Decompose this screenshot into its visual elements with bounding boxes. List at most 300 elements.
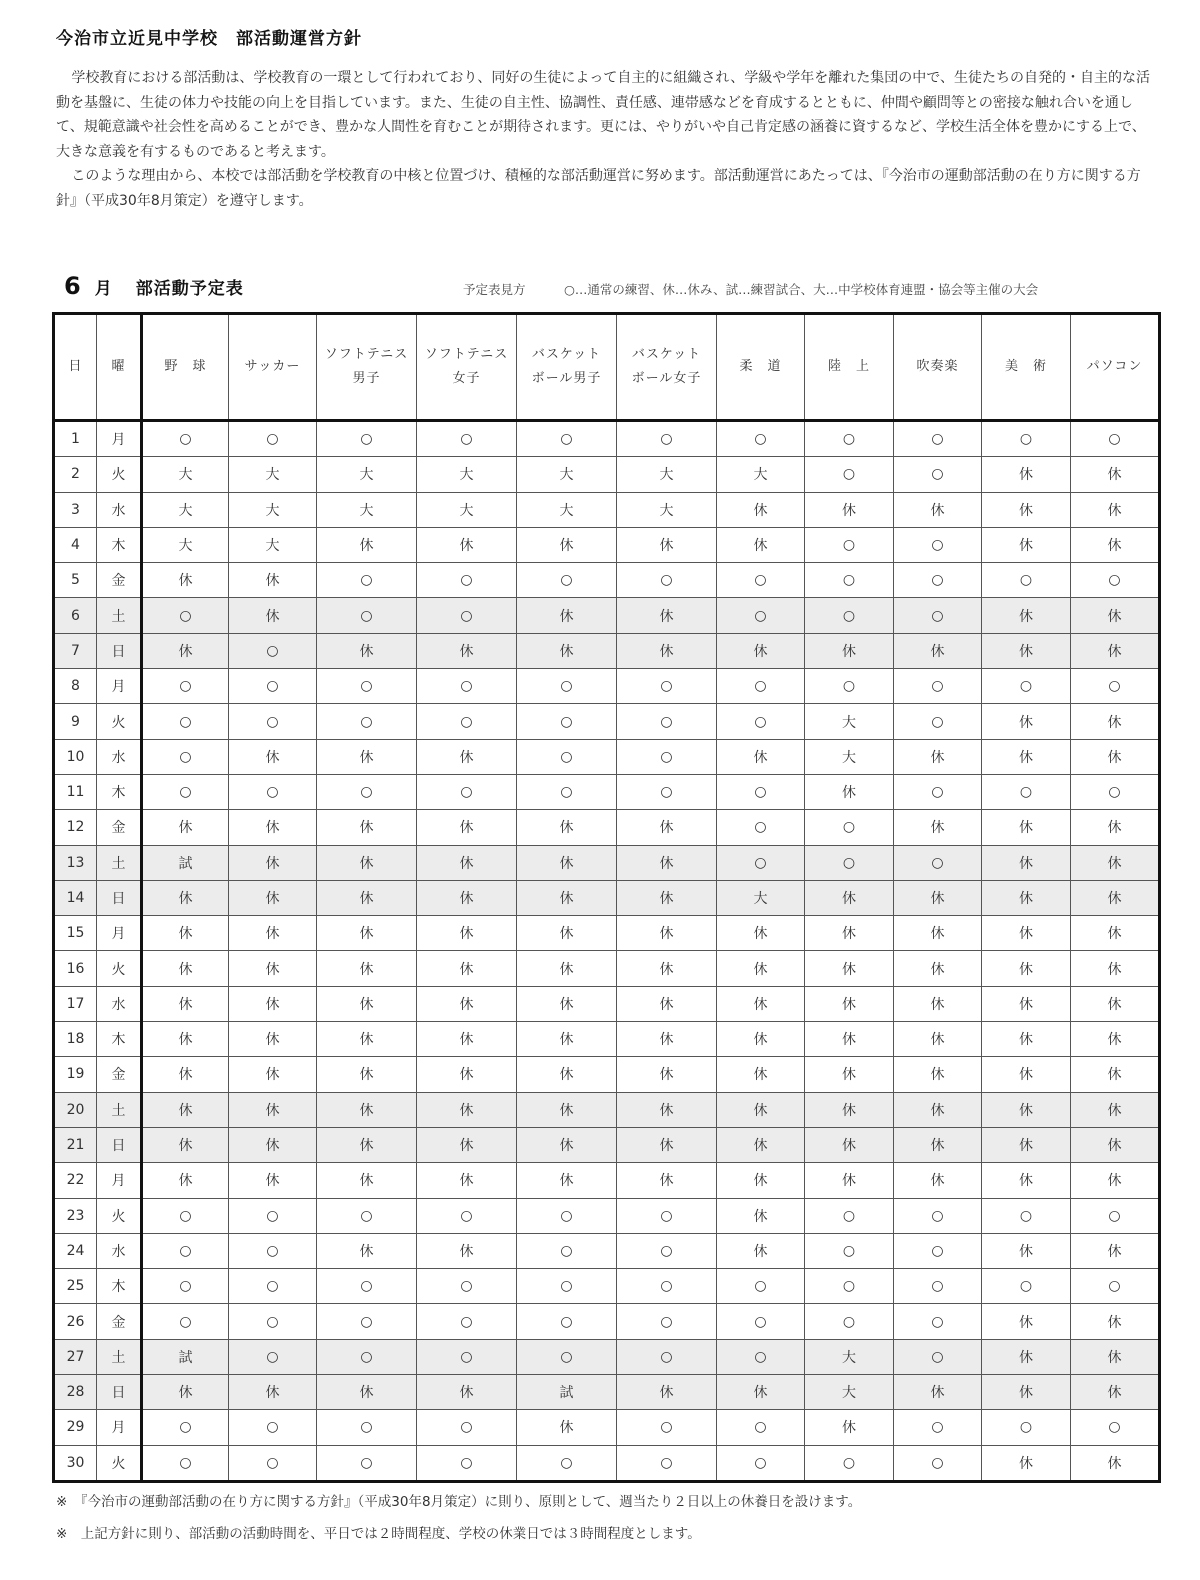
schedule-cell: ○	[142, 1410, 229, 1445]
day-cell: 7	[54, 633, 97, 668]
schedule-cell: ○	[229, 1339, 317, 1374]
table-row	[54, 774, 1160, 809]
schedule-cell: ○	[617, 1410, 717, 1445]
schedule-cell: ○	[317, 1304, 417, 1339]
schedule-cell: ○	[229, 1304, 317, 1339]
weekday-cell: 水	[97, 739, 142, 774]
day-cell: 30	[54, 1445, 97, 1481]
schedule-cell: 休	[417, 527, 517, 562]
day-cell: 19	[54, 1057, 97, 1092]
schedule-cell: ○	[517, 1198, 617, 1233]
day-cell: 9	[54, 704, 97, 739]
schedule-cell: 休	[982, 598, 1071, 633]
table-row	[54, 739, 1160, 774]
schedule-cell: ○	[417, 1410, 517, 1445]
schedule-cell: 休	[894, 739, 982, 774]
schedule-cell: ○	[1071, 1410, 1160, 1445]
schedule-cell: 休	[142, 986, 229, 1021]
schedule-cell: 休	[717, 527, 805, 562]
table-row	[54, 1022, 1160, 1057]
schedule-cell: ○	[805, 1269, 894, 1304]
schedule-cell: 休	[1071, 1022, 1160, 1057]
schedule-cell: ○	[805, 1304, 894, 1339]
schedule-cell: ○	[142, 669, 229, 704]
schedule-cell: 休	[982, 1233, 1071, 1268]
weekday-cell: 金	[97, 563, 142, 598]
schedule-cell: 休	[417, 951, 517, 986]
club-name: バスケット	[631, 347, 702, 362]
column-header	[97, 314, 142, 421]
schedule-cell: 休	[1071, 492, 1160, 527]
table-row	[54, 951, 1160, 986]
schedule-cell: 休	[805, 986, 894, 1021]
club-column-header	[894, 314, 982, 421]
schedule-cell: ○	[894, 774, 982, 809]
legend-text: ○…通常の練習、休…休み、試…練習試合、大…中学校体育連盟・協会等主催の大会	[564, 282, 1039, 297]
schedule-cell: 休	[417, 633, 517, 668]
schedule-cell: ○	[142, 774, 229, 809]
schedule-cell: ○	[229, 669, 317, 704]
schedule-cell: 大	[805, 739, 894, 774]
table-row	[54, 1092, 1160, 1127]
table-row	[54, 527, 1160, 562]
schedule-cell: 休	[982, 1057, 1071, 1092]
schedule-cell: 休	[517, 1057, 617, 1092]
schedule-cell: ○	[229, 1269, 317, 1304]
schedule-heading	[64, 272, 244, 306]
schedule-cell: ○	[417, 1445, 517, 1481]
schedule-cell: 休	[805, 1022, 894, 1057]
schedule-cell: ○	[317, 1269, 417, 1304]
schedule-cell: ○	[894, 1198, 982, 1233]
schedule-month-unit: 月	[94, 279, 112, 299]
schedule-cell: 休	[894, 986, 982, 1021]
schedule-cell: ○	[517, 421, 617, 457]
schedule-cell: ○	[517, 669, 617, 704]
schedule-cell: ○	[894, 1445, 982, 1481]
schedule-cell: ○	[717, 1445, 805, 1481]
schedule-cell: ○	[805, 527, 894, 562]
schedule-cell: 休	[717, 492, 805, 527]
schedule-cell: 大	[517, 492, 617, 527]
schedule-cell: 休	[229, 598, 317, 633]
schedule-cell: 休	[142, 951, 229, 986]
schedule-cell: ○	[717, 669, 805, 704]
table-row	[54, 1375, 1160, 1410]
schedule-cell: ○	[894, 845, 982, 880]
table-row	[54, 669, 1160, 704]
schedule-cell: 休	[229, 1375, 317, 1410]
club-name: ソフトテニス	[424, 347, 509, 362]
schedule-cell: ○	[982, 669, 1071, 704]
club-column-header	[517, 314, 617, 421]
schedule-cell: ○	[617, 1304, 717, 1339]
schedule-cell: 休	[517, 1092, 617, 1127]
weekday-cell: 木	[97, 774, 142, 809]
day-cell: 26	[54, 1304, 97, 1339]
table-row	[54, 1410, 1160, 1445]
table-row	[54, 1339, 1160, 1374]
schedule-cell: ○	[229, 1198, 317, 1233]
schedule-cell: 休	[417, 986, 517, 1021]
schedule-cell: 休	[717, 1198, 805, 1233]
schedule-cell: 休	[1071, 527, 1160, 562]
schedule-cell: 休	[417, 1163, 517, 1198]
schedule-cell: ○	[229, 774, 317, 809]
schedule-cell: 休	[617, 1092, 717, 1127]
schedule-cell: 休	[617, 633, 717, 668]
schedule-cell: 休	[1071, 810, 1160, 845]
table-row	[54, 1163, 1160, 1198]
schedule-cell: 休	[717, 986, 805, 1021]
weekday-cell: 月	[97, 1410, 142, 1445]
schedule-cell: 休	[317, 916, 417, 951]
schedule-table	[52, 312, 1161, 1483]
club-name: パソコン	[1086, 359, 1143, 374]
schedule-cell: ○	[894, 421, 982, 457]
schedule-cell: 大	[142, 527, 229, 562]
schedule-cell: ○	[717, 1269, 805, 1304]
schedule-cell: ○	[894, 1339, 982, 1374]
day-cell: 13	[54, 845, 97, 880]
footnote: ※ 『今治市の運動部活動の在り方に関する方針』（平成30年8月策定）に則り、原則として、週当たり２日以上の休養日を設けます。	[56, 1494, 862, 1510]
column-header-label: 日	[68, 359, 83, 374]
schedule-cell: 休	[805, 774, 894, 809]
schedule-cell: 休	[317, 633, 417, 668]
schedule-cell: ○	[717, 598, 805, 633]
schedule-cell: ○	[142, 1269, 229, 1304]
schedule-cell: 休	[1071, 739, 1160, 774]
intro-paragraph: 学校教育における部活動は、学校教育の一環として行われており、同好の生徒によって自主的に組織され、学級や学年を離れた集団の中で、生徒たちの自発的・自主的な活動を基盤に、生徒の体力や技能の向上を目指しています。また、生徒の自主性、協調性、責任感、連帯感などを育成するとともに、仲間や顧問等との密接な触れ合いを通して、規範意識や社会性を高めることができ、豊かな人間性を育むことが期待されます。更には、やりがいや自己肯定感の涵養に資するなど、学校生活全体を豊かにする上で、大きな意義を有するものであると考えます。	[56, 70, 1150, 160]
day-cell: 15	[54, 916, 97, 951]
schedule-cell: 休	[517, 1022, 617, 1057]
club-column-header	[717, 314, 805, 421]
weekday-cell: 日	[97, 633, 142, 668]
schedule-cell: 休	[1071, 845, 1160, 880]
table-row	[54, 810, 1160, 845]
schedule-cell: 大	[229, 492, 317, 527]
schedule-cell: 休	[229, 1163, 317, 1198]
schedule-cell: ○	[982, 421, 1071, 457]
schedule-cell: 休	[894, 951, 982, 986]
schedule-cell: 休	[982, 633, 1071, 668]
schedule-cell: 休	[717, 951, 805, 986]
schedule-cell: 休	[417, 810, 517, 845]
schedule-cell: 休	[317, 986, 417, 1021]
club-column-header	[417, 314, 517, 421]
schedule-cell: ○	[517, 739, 617, 774]
schedule-cell: 休	[1071, 457, 1160, 492]
schedule-cell: 休	[517, 916, 617, 951]
weekday-cell: 火	[97, 1445, 142, 1481]
schedule-cell: ○	[317, 1198, 417, 1233]
schedule-cell: 休	[517, 527, 617, 562]
schedule-cell: 休	[417, 880, 517, 915]
table-row	[54, 1127, 1160, 1162]
weekday-cell: 月	[97, 669, 142, 704]
schedule-cell: ○	[1071, 1198, 1160, 1233]
schedule-cell: ○	[805, 669, 894, 704]
schedule-cell: 休	[142, 880, 229, 915]
schedule-title: 部活動予定表	[135, 279, 244, 299]
schedule-cell: 休	[894, 880, 982, 915]
table-row	[54, 1233, 1160, 1268]
schedule-cell: ○	[982, 1269, 1071, 1304]
table-row	[54, 633, 1160, 668]
schedule-cell: ○	[805, 1233, 894, 1268]
schedule-cell: 休	[617, 1163, 717, 1198]
weekday-cell: 金	[97, 1304, 142, 1339]
table-row	[54, 704, 1160, 739]
schedule-cell: ○	[617, 739, 717, 774]
schedule-cell: 休	[805, 951, 894, 986]
weekday-cell: 土	[97, 1339, 142, 1374]
schedule-cell: 休	[805, 492, 894, 527]
day-cell: 17	[54, 986, 97, 1021]
schedule-cell: 休	[317, 1233, 417, 1268]
column-header-label: 曜	[111, 359, 126, 374]
schedule-cell: 大	[142, 492, 229, 527]
club-column-header	[317, 314, 417, 421]
schedule-cell: 休	[805, 1163, 894, 1198]
footnote: ※ 上記方針に則り、部活動の活動時間を、平日では２時間程度、学校の休業日では３時間程度とします。	[56, 1526, 701, 1542]
table-row	[54, 421, 1160, 457]
schedule-cell: 休	[417, 1022, 517, 1057]
day-cell: 11	[54, 774, 97, 809]
schedule-cell: 休	[717, 633, 805, 668]
club-column-header	[1071, 314, 1160, 421]
schedule-cell: 休	[317, 880, 417, 915]
schedule-cell: 休	[982, 527, 1071, 562]
schedule-cell: ○	[717, 845, 805, 880]
schedule-cell: 休	[805, 916, 894, 951]
schedule-cell: 休	[717, 739, 805, 774]
schedule-cell: 休	[417, 739, 517, 774]
schedule-cell: ○	[717, 704, 805, 739]
schedule-cell: 休	[317, 951, 417, 986]
schedule-cell: ○	[617, 1269, 717, 1304]
schedule-cell: 休	[894, 633, 982, 668]
schedule-cell: ○	[717, 1304, 805, 1339]
schedule-cell: 休	[717, 1163, 805, 1198]
schedule-cell: 休	[982, 739, 1071, 774]
schedule-cell: 休	[982, 1127, 1071, 1162]
weekday-cell: 水	[97, 492, 142, 527]
schedule-cell: 休	[617, 880, 717, 915]
schedule-cell: 休	[142, 1127, 229, 1162]
schedule-cell: ○	[517, 774, 617, 809]
schedule-cell: 休	[982, 916, 1071, 951]
schedule-cell: ○	[1071, 563, 1160, 598]
schedule-cell: 大	[517, 457, 617, 492]
schedule-cell: 休	[894, 1127, 982, 1162]
schedule-cell: 休	[717, 916, 805, 951]
schedule-cell: 休	[229, 1092, 317, 1127]
schedule-cell: ○	[317, 563, 417, 598]
schedule-cell: 休	[617, 845, 717, 880]
schedule-cell: 休	[417, 1057, 517, 1092]
schedule-cell: 試	[142, 1339, 229, 1374]
schedule-cell: ○	[417, 421, 517, 457]
schedule-cell: 休	[1071, 1057, 1160, 1092]
schedule-cell: ○	[229, 1233, 317, 1268]
schedule-cell: ○	[617, 704, 717, 739]
schedule-cell: 大	[417, 492, 517, 527]
intro-paragraph: このような理由から、本校では部活動を学校教育の中核と位置づけ、積極的な部活動運営に努めます。部活動運営にあたっては、『今治市の運動部活動の在り方に関する方針』（平成30年8月策定）を遵守します。	[56, 168, 1141, 209]
schedule-cell: 休	[894, 810, 982, 845]
schedule-month: 6	[64, 272, 81, 300]
weekday-cell: 月	[97, 1163, 142, 1198]
schedule-cell: ○	[317, 669, 417, 704]
schedule-cell: 休	[805, 1127, 894, 1162]
schedule-cell: 休	[229, 563, 317, 598]
table-row	[54, 1198, 1160, 1233]
table-row	[54, 916, 1160, 951]
weekday-cell: 日	[97, 880, 142, 915]
schedule-cell: ○	[617, 1445, 717, 1481]
weekday-cell: 火	[97, 951, 142, 986]
schedule-cell: 大	[805, 704, 894, 739]
schedule-cell: ○	[142, 598, 229, 633]
schedule-cell: 休	[517, 598, 617, 633]
schedule-cell: ○	[229, 421, 317, 457]
legend-label: 予定表見方	[463, 282, 526, 297]
schedule-cell: ○	[617, 669, 717, 704]
document-title: 今治市立近見中学校 部活動運営方針	[56, 29, 362, 49]
schedule-cell: 休	[894, 1375, 982, 1410]
club-name: 野 球	[164, 359, 207, 374]
schedule-cell: 大	[717, 880, 805, 915]
schedule-cell: ○	[142, 1445, 229, 1481]
schedule-cell: 休	[805, 1092, 894, 1127]
weekday-cell: 水	[97, 1233, 142, 1268]
club-column-header	[982, 314, 1071, 421]
schedule-cell: 休	[517, 1163, 617, 1198]
schedule-cell: 休	[1071, 704, 1160, 739]
table-row	[54, 1269, 1160, 1304]
day-cell: 23	[54, 1198, 97, 1233]
schedule-cell: 休	[1071, 1092, 1160, 1127]
schedule-cell: ○	[805, 1445, 894, 1481]
column-header	[54, 314, 97, 421]
schedule-cell: ○	[617, 421, 717, 457]
schedule-cell: 休	[517, 633, 617, 668]
schedule-cell: ○	[617, 1198, 717, 1233]
schedule-cell: 休	[982, 1304, 1071, 1339]
day-cell: 3	[54, 492, 97, 527]
schedule-cell: 休	[617, 916, 717, 951]
schedule-cell: 休	[1071, 1339, 1160, 1374]
schedule-cell: 休	[317, 739, 417, 774]
schedule-cell: ○	[417, 774, 517, 809]
schedule-cell: 大	[229, 527, 317, 562]
schedule-cell: 休	[717, 1127, 805, 1162]
schedule-cell: ○	[417, 1304, 517, 1339]
schedule-cell: 休	[517, 1127, 617, 1162]
schedule-cell: ○	[142, 421, 229, 457]
schedule-cell: 大	[617, 457, 717, 492]
schedule-cell: 休	[982, 1092, 1071, 1127]
day-cell: 12	[54, 810, 97, 845]
schedule-cell: 休	[1071, 1375, 1160, 1410]
table-row	[54, 1445, 1160, 1481]
day-cell: 6	[54, 598, 97, 633]
schedule-cell: 休	[229, 1127, 317, 1162]
schedule-cell: ○	[1071, 421, 1160, 457]
weekday-cell: 木	[97, 527, 142, 562]
schedule-cell: 休	[617, 951, 717, 986]
schedule-cell: 休	[417, 845, 517, 880]
schedule-cell: ○	[982, 774, 1071, 809]
day-cell: 1	[54, 421, 97, 457]
schedule-cell: ○	[317, 421, 417, 457]
schedule-cell: ○	[617, 563, 717, 598]
schedule-cell: ○	[317, 704, 417, 739]
schedule-cell: 休	[805, 880, 894, 915]
schedule-cell: ○	[317, 774, 417, 809]
intro-text	[56, 66, 1151, 213]
schedule-cell: 休	[142, 563, 229, 598]
table-row	[54, 563, 1160, 598]
schedule-cell: ○	[894, 457, 982, 492]
schedule-cell: 休	[805, 633, 894, 668]
schedule-cell: 試	[517, 1375, 617, 1410]
table-row	[54, 845, 1160, 880]
schedule-cell: ○	[517, 1339, 617, 1374]
schedule-cell: 休	[617, 810, 717, 845]
schedule-cell: 休	[142, 916, 229, 951]
day-cell: 14	[54, 880, 97, 915]
schedule-cell: 休	[229, 739, 317, 774]
schedule-cell: ○	[805, 457, 894, 492]
club-name: 吹奏楽	[916, 359, 959, 374]
schedule-cell: 休	[982, 704, 1071, 739]
club-name: 美 術	[1004, 359, 1047, 374]
schedule-cell: 休	[517, 810, 617, 845]
schedule-cell: 休	[982, 986, 1071, 1021]
schedule-cell: 休	[142, 1375, 229, 1410]
schedule-cell: ○	[617, 774, 717, 809]
weekday-cell: 木	[97, 1022, 142, 1057]
day-cell: 21	[54, 1127, 97, 1162]
schedule-cell: ○	[894, 1233, 982, 1268]
schedule-cell: 大	[805, 1375, 894, 1410]
day-cell: 10	[54, 739, 97, 774]
club-column-header	[229, 314, 317, 421]
schedule-cell: 休	[1071, 598, 1160, 633]
table-row	[54, 492, 1160, 527]
weekday-cell: 土	[97, 845, 142, 880]
day-cell: 29	[54, 1410, 97, 1445]
schedule-cell: ○	[142, 1198, 229, 1233]
schedule-cell: ○	[1071, 774, 1160, 809]
schedule-cell: ○	[417, 563, 517, 598]
table-row	[54, 1304, 1160, 1339]
club-column-header	[142, 314, 229, 421]
table-row	[54, 986, 1160, 1021]
schedule-cell: 休	[617, 527, 717, 562]
schedule-cell: ○	[142, 1233, 229, 1268]
schedule-cell: ○	[517, 1445, 617, 1481]
header-row	[54, 314, 1160, 421]
day-cell: 24	[54, 1233, 97, 1268]
schedule-cell: 休	[717, 1233, 805, 1268]
table-row	[54, 598, 1160, 633]
schedule-cell: ○	[142, 704, 229, 739]
schedule-cell: ○	[517, 1304, 617, 1339]
schedule-cell: 休	[894, 1092, 982, 1127]
schedule-cell: ○	[894, 598, 982, 633]
